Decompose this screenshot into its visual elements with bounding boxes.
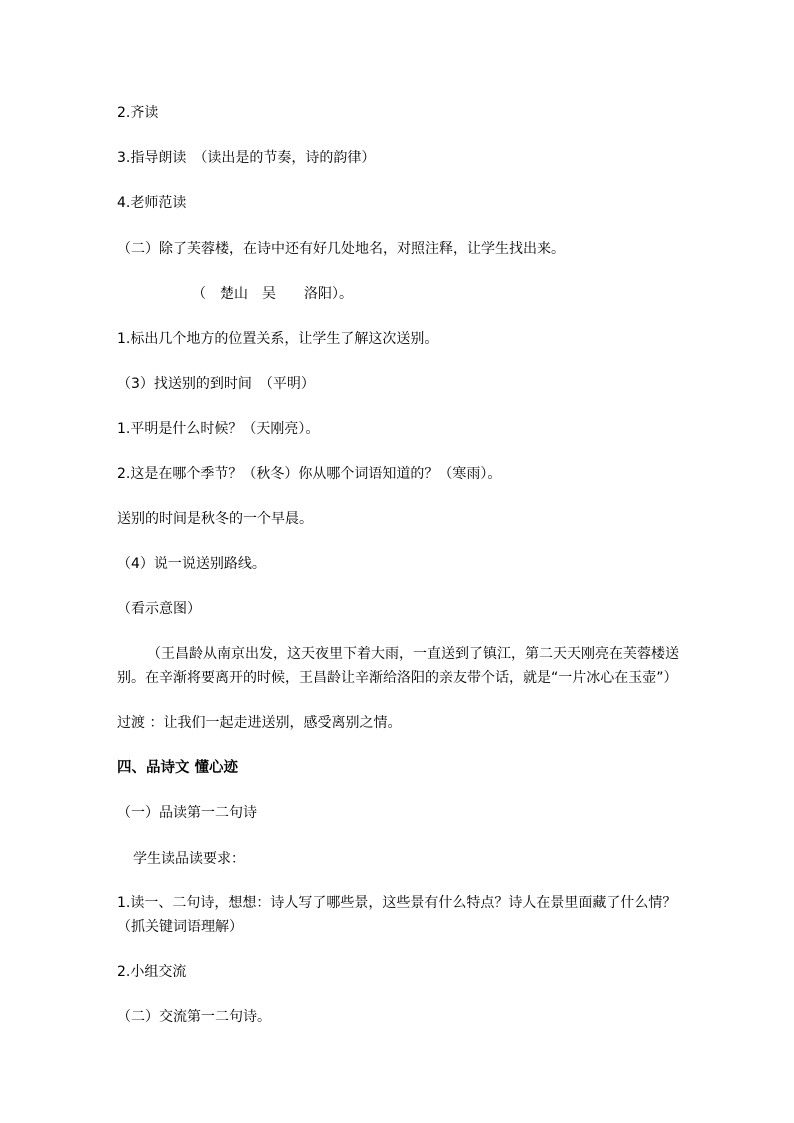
section-place-names: （二）除了芙蓉楼，在诗中还有好几处地名，对照注释，让学生找出来。 [117,241,565,257]
subsection-first-lines: （一）品读第一二句诗 [117,805,257,821]
subsection-exchange: （二）交流第一二句诗。 [117,1009,271,1025]
section-farewell-route: （4）说一说送别路线。 [117,556,266,572]
reading-requirements: 学生读品读要求： [133,851,245,867]
group-discussion: 2.小组交流 [117,964,187,980]
section-farewell-time: （3）找送别的到时间 （平明） [117,376,315,392]
route-description-line-1: （王昌龄从南京出发，这天夜里下着大雨，一直送到了镇江，第二天天刚亮在芙蓉楼送 [147,646,679,662]
transition-text: 过渡 ：让我们一起走进送别，感受离别之情。 [117,715,402,731]
question-dawn: 1.平明是什么时候？（天刚亮）。 [117,421,320,437]
place-names-answer: （ 楚山 吴 洛阳）。 [192,286,353,302]
question-season: 2.这是在哪个季节？（秋冬）你从哪个词语知道的？（寒雨）。 [117,466,502,482]
step-guided-reading: 3.指导朗读 （读出是的节奏，诗的韵律） [117,150,376,166]
requirement-one-line-2: （抓关键词语理解） [117,919,243,935]
section-heading-four: 四、品诗文 懂心迹 [117,760,239,776]
step-teacher-reading: 4.老师范读 [117,195,187,211]
step-chorus-reading: 2.齐读 [117,105,159,121]
mark-locations: 1.标出几个地方的位置关系，让学生了解这次送别。 [117,331,439,347]
farewell-time-summary: 送别的时间是秋冬的一个早晨。 [117,511,313,527]
route-description-line-2: 别。在辛渐将要离开的时候，王昌龄让辛渐给洛阳的亲友带个话，就是“一片冰心在玉壶”） [117,670,678,686]
see-diagram: （看示意图） [117,601,201,617]
requirement-one-line-1: 1.读一、二句诗，想想：诗人写了哪些景，这些景有什么特点？诗人在景里面藏了什么情？ [117,895,677,911]
